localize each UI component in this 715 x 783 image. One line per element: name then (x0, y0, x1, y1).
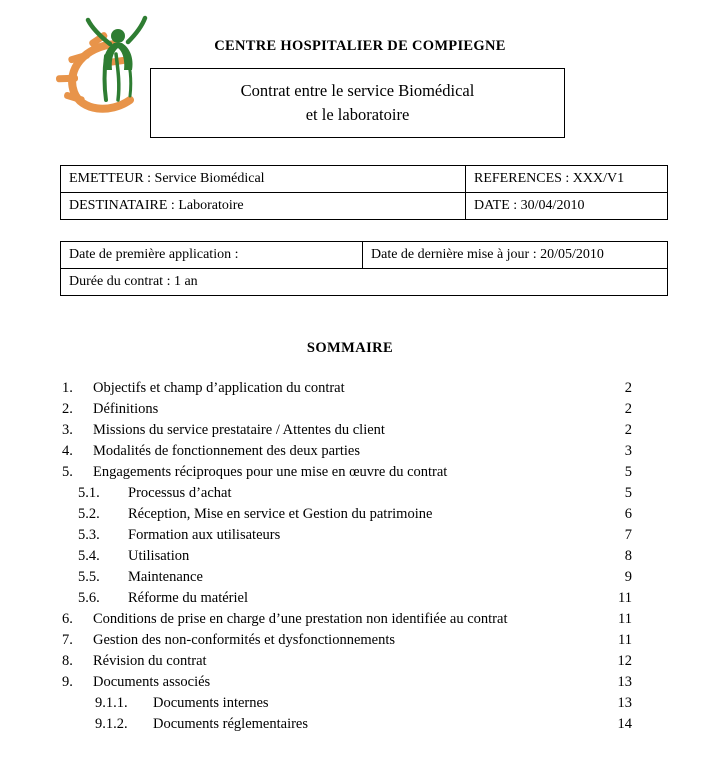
toc-entry[interactable] (0, 483, 715, 504)
toc-entry[interactable] (0, 651, 715, 672)
document-title-line-1: Contrat entre le service Biomédical (240, 81, 475, 101)
last-update-date-cell: Date de dernière mise à jour : 20/05/2010 (363, 242, 668, 269)
toc-entry-page-number: 11 (618, 590, 632, 606)
document-title-box (150, 68, 565, 138)
application-dates-table (60, 241, 668, 296)
toc-entry-label: Utilisation (128, 548, 190, 564)
toc-entry-number: 6. (62, 611, 73, 627)
toc-entry-label: Définitions (93, 401, 159, 417)
toc-entry-page-number: 13 (617, 674, 632, 690)
toc-entry-page-number: 2 (624, 380, 632, 396)
toc-entry-number: 5.2. (78, 506, 100, 522)
toc-entry[interactable] (0, 588, 715, 609)
toc-entry-label: Conditions de prise en charge d’une prestation non identifiée au contrat (93, 611, 508, 627)
toc-entry-page-number: 8 (624, 548, 632, 564)
toc-entry-label: Réception, Mise en service et Gestion du patrimoine (128, 506, 433, 522)
table-row (61, 269, 668, 296)
date-cell: DATE : 30/04/2010 (466, 193, 668, 220)
toc-entry[interactable] (0, 546, 715, 567)
table-row (61, 193, 668, 220)
toc-entry-number: 5. (62, 464, 73, 480)
toc-entry-number: 4. (62, 443, 73, 459)
toc-entry-page-number: 11 (618, 611, 632, 627)
table-of-contents (0, 378, 715, 735)
toc-entry[interactable] (0, 462, 715, 483)
toc-entry-label: Gestion des non-conformités et dysfonctionnements (93, 632, 396, 648)
toc-entry[interactable] (0, 504, 715, 525)
toc-entry-number: 5.4. (78, 548, 100, 564)
emitter-cell: EMETTEUR : Service Biomédical (61, 166, 466, 193)
toc-entry-number: 5.3. (78, 527, 100, 543)
references-cell: REFERENCES : XXX/V1 (466, 166, 668, 193)
toc-entry-number: 3. (62, 422, 73, 438)
recipient-cell: DESTINATAIRE : Laboratoire (61, 193, 466, 220)
toc-entry[interactable] (0, 567, 715, 588)
toc-entry-number: 8. (62, 653, 73, 669)
toc-entry-number: 5.6. (78, 590, 100, 606)
first-application-date-cell: Date de première application : (61, 242, 363, 269)
emitter-references-table (60, 165, 668, 220)
table-row (61, 242, 668, 269)
toc-entry[interactable] (0, 693, 715, 714)
toc-entry[interactable] (0, 399, 715, 420)
toc-entry-label: Missions du service prestataire / Attentes du client (93, 422, 385, 438)
toc-entry-page-number: 7 (624, 527, 632, 543)
toc-entry-page-number: 11 (618, 632, 632, 648)
toc-entry-number: 9.1.2. (95, 716, 128, 732)
toc-entry-label: Objectifs et champ d’application du contrat (93, 380, 345, 396)
toc-entry-page-number: 12 (617, 653, 632, 669)
toc-entry-page-number: 14 (617, 716, 632, 732)
toc-entry-page-number: 2 (624, 422, 632, 438)
toc-entry-number: 1. (62, 380, 73, 396)
sommaire-heading: SOMMAIRE (306, 340, 394, 356)
toc-entry-page-number: 6 (624, 506, 632, 522)
document-title-line-2: et le laboratoire (305, 105, 410, 124)
toc-entry-number: 5.5. (78, 569, 100, 585)
toc-entry-number: 2. (62, 401, 73, 417)
toc-entry-page-number: 2 (624, 401, 632, 417)
toc-entry-label: Processus d’achat (128, 485, 232, 501)
table-row (61, 166, 668, 193)
toc-entry[interactable] (0, 672, 715, 693)
toc-entry-page-number: 5 (624, 485, 632, 501)
toc-entry-number: 9. (62, 674, 73, 690)
toc-entry-label: Documents internes (153, 695, 269, 711)
toc-entry-number: 9.1.1. (95, 695, 128, 711)
toc-entry[interactable] (0, 630, 715, 651)
toc-entry[interactable] (0, 609, 715, 630)
toc-entry-label: Formation aux utilisateurs (128, 527, 281, 543)
toc-entry[interactable] (0, 525, 715, 546)
toc-entry[interactable] (0, 714, 715, 735)
toc-entry[interactable] (0, 420, 715, 441)
contract-duration-cell: Durée du contrat : 1 an (61, 269, 668, 296)
toc-entry-label: Réforme du matériel (128, 590, 248, 606)
toc-entry-page-number: 5 (624, 464, 632, 480)
toc-entry-label: Modalités de fonctionnement des deux parties (93, 443, 360, 459)
toc-entry[interactable] (0, 378, 715, 399)
toc-entry-label: Documents réglementaires (153, 716, 309, 732)
toc-entry-number: 7. (62, 632, 73, 648)
toc-entry-page-number: 3 (624, 443, 632, 459)
toc-entry-label: Révision du contrat (93, 653, 207, 669)
toc-entry-label: Documents associés (93, 674, 211, 690)
document-header (0, 0, 715, 150)
toc-entry[interactable] (0, 441, 715, 462)
toc-entry-label: Maintenance (128, 569, 203, 585)
toc-entry-page-number: 9 (624, 569, 632, 585)
organization-title: CENTRE HOSPITALIER DE COMPIEGNE (214, 38, 506, 54)
hospital-logo (44, 14, 152, 118)
toc-entry-label: Engagements réciproques pour une mise en œuvre du contrat (93, 464, 448, 480)
toc-entry-number: 5.1. (78, 485, 100, 501)
toc-entry-page-number: 13 (617, 695, 632, 711)
